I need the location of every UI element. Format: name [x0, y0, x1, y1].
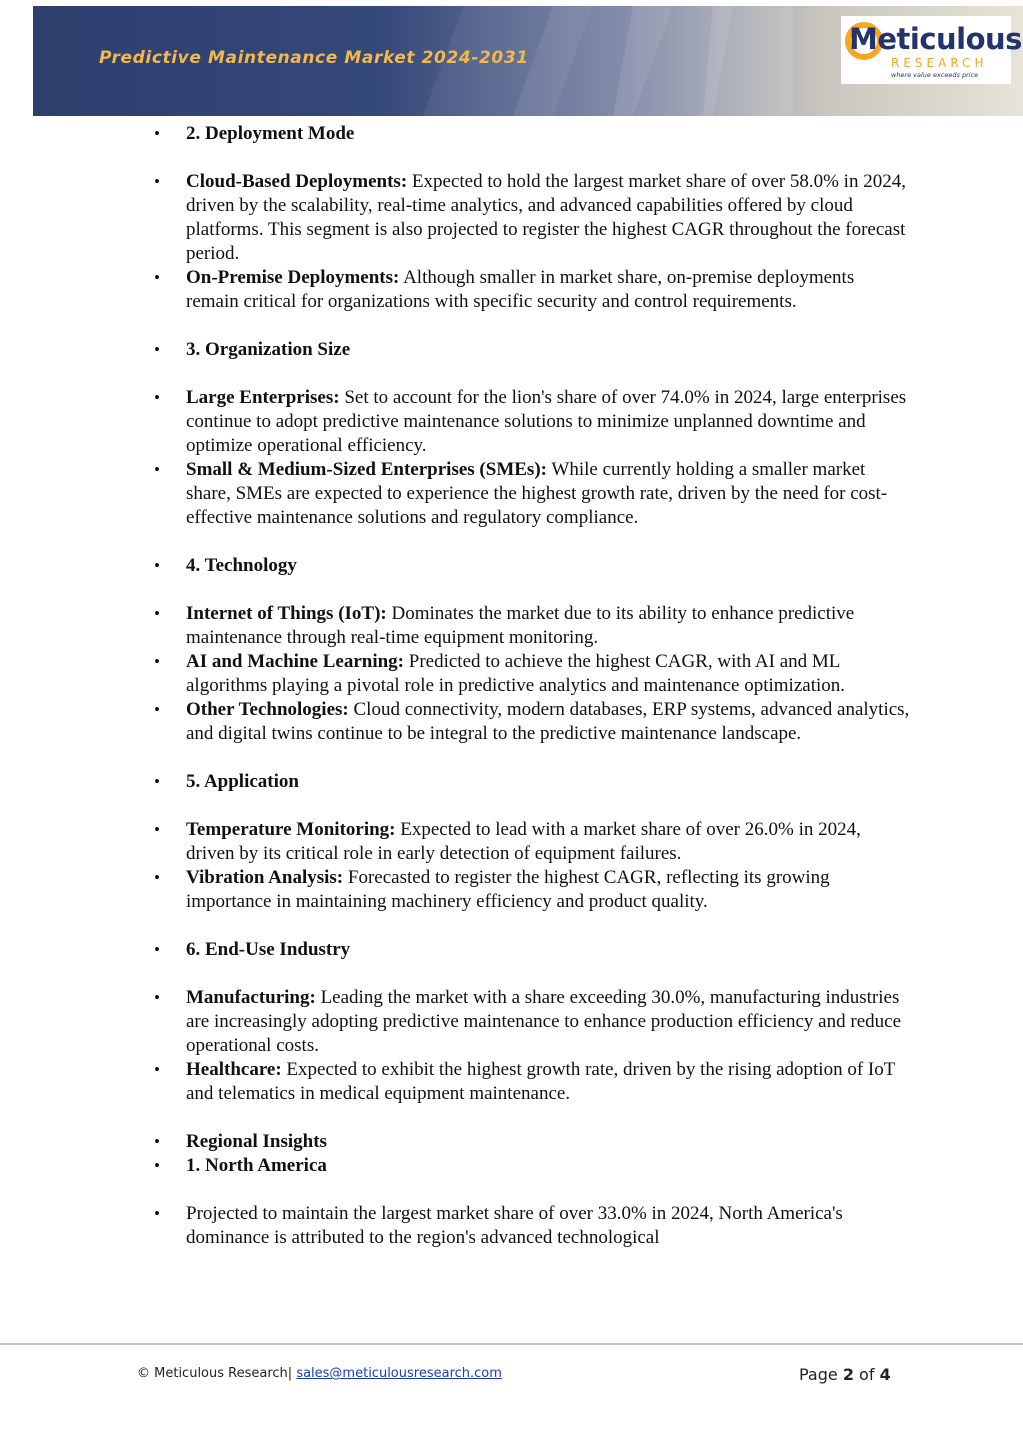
- item-term: On-Premise Deployments:: [186, 267, 400, 288]
- item-text: While currently holding a smaller market share, SMEs are expected to experience the highest growth rate, driven by the need for cost-effective maintenance solutions and regulatory compliance.: [186, 459, 888, 528]
- spacer: [150, 746, 910, 770]
- section-heading: [150, 1154, 910, 1178]
- spacer: [150, 578, 910, 602]
- list-item: [150, 866, 910, 914]
- item-term: Vibration Analysis:: [186, 867, 344, 888]
- list-item: [150, 266, 910, 314]
- footer-copyright: [137, 1366, 502, 1381]
- item-text: Projected to maintain the largest market share of over 33.0% in 2024, North America's dominance is attributed to the region's advanced technological: [186, 1203, 843, 1248]
- section-heading: [150, 1130, 910, 1154]
- footer-divider: [0, 1343, 1023, 1345]
- list-item: [150, 698, 910, 746]
- content-list: [150, 122, 910, 1250]
- item-term: Healthcare:: [186, 1059, 282, 1080]
- section-heading: [150, 770, 910, 794]
- heading-text: 6. End-Use Industry: [186, 939, 351, 960]
- heading-text: 5. Application: [186, 771, 299, 792]
- list-item: [150, 1202, 910, 1250]
- document-body: [150, 122, 910, 1250]
- item-text: Set to account for the lion's share of over 74.0% in 2024, large enterprises continue to adopt predictive maintenance solutions to minimize unplanned downtime and optimize operational efficiency.: [186, 387, 907, 456]
- heading-text: 1. North America: [186, 1155, 327, 1176]
- spacer: [150, 314, 910, 338]
- page-current: 2: [842, 1365, 854, 1384]
- document-title: Predictive Maintenance Market 2024-2031: [99, 48, 529, 68]
- item-text: Leading the market with a share exceeding 30.0%, manufacturing industries are increasingly adopting predictive maintenance to enhance production efficiency and reduce operational costs.: [186, 987, 901, 1056]
- section-heading: [150, 938, 910, 962]
- item-term: Internet of Things (IoT):: [186, 603, 387, 624]
- heading-text: 2. Deployment Mode: [186, 123, 355, 144]
- list-item: [150, 602, 910, 650]
- logo-subtitle: RESEARCH: [891, 56, 988, 70]
- list-item: [150, 986, 910, 1058]
- header-banner: [33, 6, 1023, 116]
- spacer: [150, 1178, 910, 1202]
- spacer: [150, 914, 910, 938]
- page-of: of: [853, 1365, 880, 1384]
- copyright-text: © Meticulous Research|: [137, 1366, 293, 1381]
- page-indicator: [799, 1365, 891, 1384]
- section-heading: [150, 338, 910, 362]
- list-item: [150, 386, 910, 458]
- page-prefix: Page: [799, 1365, 843, 1384]
- item-term: Manufacturing:: [186, 987, 316, 1008]
- spacer: [150, 794, 910, 818]
- spacer: [150, 1106, 910, 1130]
- spacer: [150, 362, 910, 386]
- item-text: Predicted to achieve the highest CAGR, with AI and ML algorithms playing a pivotal role in predictive analytics and maintenance optimization.: [186, 651, 845, 696]
- item-text: Although smaller in market share, on-premise deployments remain critical for organizations with specific security and control requirements.: [186, 267, 855, 312]
- list-item: [150, 458, 910, 530]
- item-term: Large Enterprises:: [186, 387, 340, 408]
- section-heading: [150, 554, 910, 578]
- page-total: 4: [879, 1365, 891, 1384]
- email-link[interactable]: sales@meticulousresearch.com: [296, 1366, 502, 1381]
- company-logo: [841, 16, 1022, 84]
- item-text: Expected to lead with a market share of over 26.0% in 2024, driven by its critical role in early detection of equipment failures.: [186, 819, 861, 864]
- item-term: Temperature Monitoring:: [186, 819, 396, 840]
- list-item: [150, 650, 910, 698]
- spacer: [150, 530, 910, 554]
- item-term: Other Technologies:: [186, 699, 349, 720]
- spacer: [150, 146, 910, 170]
- list-item: [150, 1058, 910, 1106]
- item-text: Expected to exhibit the highest growth rate, driven by the rising adoption of IoT and telematics in medical equipment maintenance.: [186, 1059, 895, 1104]
- logo-tagline: where value exceeds price: [891, 71, 979, 79]
- list-item: [150, 170, 910, 266]
- item-text: Forecasted to register the highest CAGR, reflecting its growing importance in maintaining machinery efficiency and product quality.: [186, 867, 830, 912]
- item-term: Cloud-Based Deployments:: [186, 171, 408, 192]
- heading-text: 3. Organization Size: [186, 339, 351, 360]
- list-item: [150, 818, 910, 866]
- item-text: Cloud connectivity, modern databases, ERP systems, advanced analytics, and digital twins continue to be integral to the predictive maintenance landscape.: [186, 699, 910, 744]
- item-text: Dominates the market due to its ability to enhance predictive maintenance through real-time equipment monitoring.: [186, 603, 855, 648]
- logo-name: Meticulous: [849, 22, 1022, 56]
- heading-text: Regional Insights: [186, 1131, 327, 1152]
- item-term: AI and Machine Learning:: [186, 651, 404, 672]
- item-term: Small & Medium-Sized Enterprises (SMEs):: [186, 459, 547, 480]
- spacer: [150, 962, 910, 986]
- heading-text: 4. Technology: [186, 555, 297, 576]
- section-heading: [150, 122, 910, 146]
- item-text: Expected to hold the largest market share of over 58.0% in 2024, driven by the scalability, real-time analytics, and advanced capabilities offered by cloud platforms. This segment is also projected to register the highest CAGR throughout the forecast period.: [186, 171, 906, 264]
